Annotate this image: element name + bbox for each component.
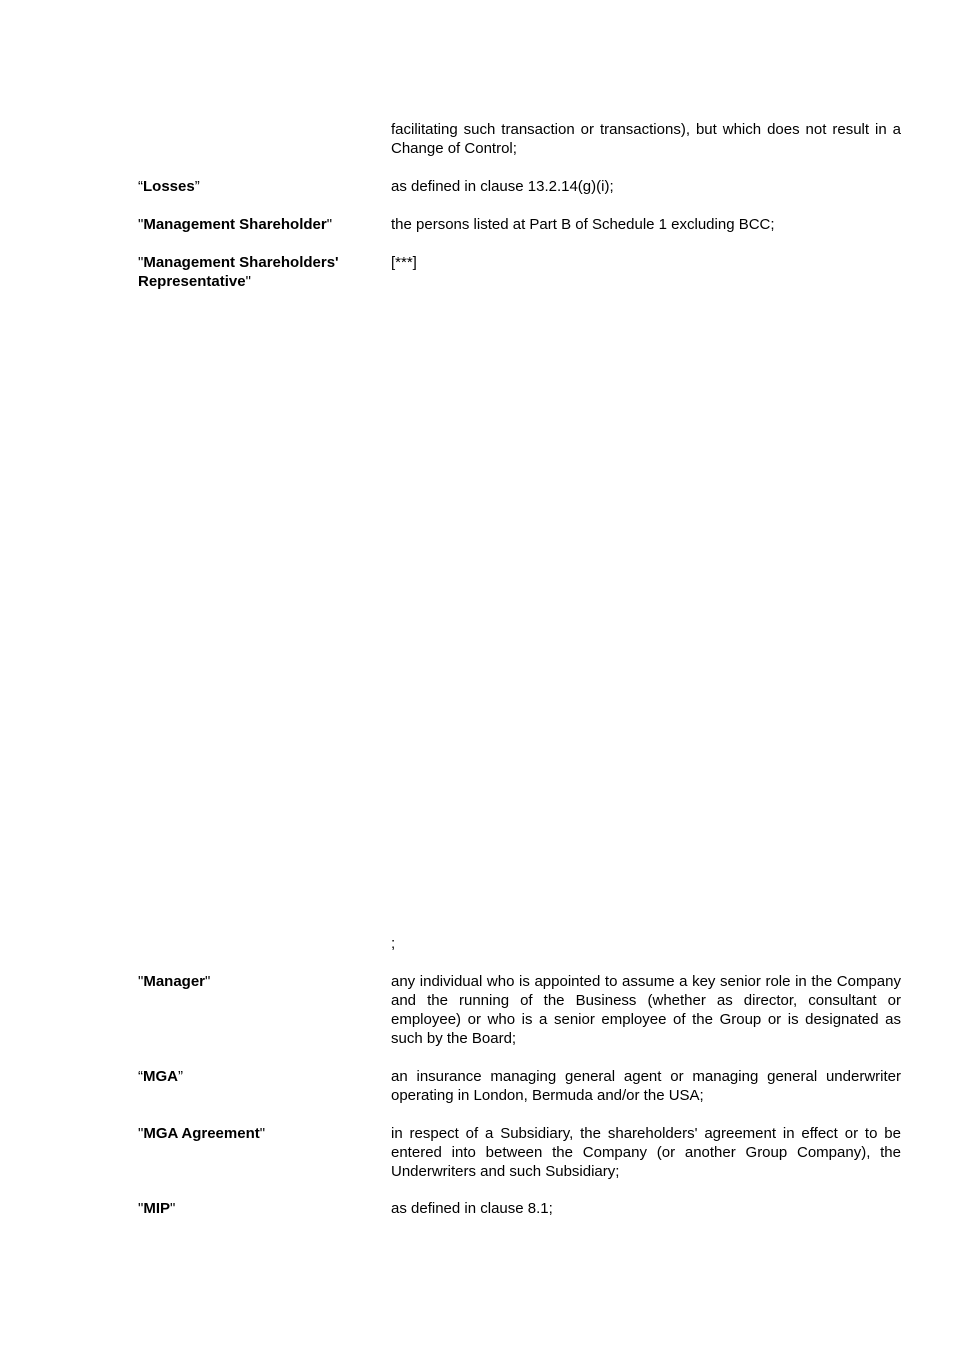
definition-text: an insurance managing general agent or managing general underwriter operating in London, Bermuda and/or the USA; bbox=[391, 1068, 901, 1104]
defined-term: “MGA” bbox=[138, 1068, 183, 1085]
definition-text: the persons listed at Part B of Schedule 1 excluding BCC; bbox=[391, 216, 775, 233]
defined-term: "Management Shareholders' Representative" bbox=[138, 254, 339, 290]
definition-text: any individual who is appointed to assume a key senior role in the Company and the running of the Business (whether as director, consultant or employee) or who is a senior employee of the Group or is designated as such by the Board; bbox=[391, 973, 901, 1047]
definition-text: facilitating such transaction or transactions), but which does not result in a Change of Control; bbox=[391, 121, 901, 157]
defined-term: "MIP" bbox=[138, 1200, 176, 1217]
definition-text: as defined in clause 8.1; bbox=[391, 1200, 553, 1217]
defined-term: "Management Shareholder" bbox=[138, 216, 333, 233]
definition-text: [***] bbox=[391, 254, 417, 271]
definition-text: as defined in clause 13.2.14(g)(i); bbox=[391, 178, 614, 195]
defined-term: "MGA Agreement" bbox=[138, 1125, 266, 1142]
defined-term: “Losses” bbox=[138, 178, 200, 195]
definition-text: in respect of a Subsidiary, the shareholders' agreement in effect or to be entered into between the Company (or another Group Company), the Underwriters and such Subsidiary; bbox=[391, 1125, 901, 1180]
defined-term: "Manager" bbox=[138, 973, 211, 990]
definition-text: ; bbox=[391, 935, 396, 952]
